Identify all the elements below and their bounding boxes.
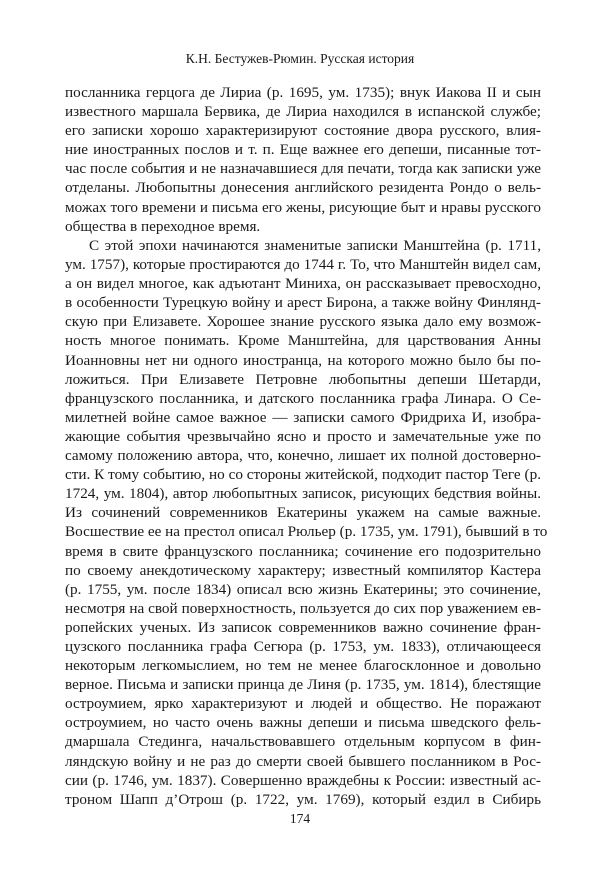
text-line: 1724, ум. 1804), автор любопытных записок, рисующих бедствия войны. [65,485,541,503]
text-line: (р. 1755, ум. после 1834) описал всю жизнь Екатерины; это сочинение, [65,580,541,598]
text-line: известного маршала Бервика, де Лириа находился в испанской службе; [65,103,541,121]
text-line: в особенности Турецкую войну и арест Бирона, а также войну Финлянд- [65,294,541,312]
text-line: несмотря на свой поверхностность, пользуется до сих пор уважением ев- [65,599,541,617]
text-line: скую при Елизавете. Хорошее знание русского языка дало ему возмож- [65,313,541,331]
text-line: ложиться. При Елизавете Петровне любопытны депеши Шетарди, [65,370,541,388]
text-line: его записки хорошо характеризируют состояние двора русского, влия- [65,122,541,140]
text-line: остроумием, но часто очень важны депеши и письма шведского фель- [65,714,541,732]
text-line: остроумием, ярко характеризуют и людей и общество. Не поражают [65,695,541,713]
text-line: можах того времени и письма его жены, рисующие быт и нравы русского [65,198,541,216]
text-line: посланника герцога де Лириа (р. 1695, ум. 1735); внук Иакова II и сын [65,84,541,101]
text-line: ность многое понимать. Кроме Манштейна, для царствования Анны [65,332,541,350]
text-line: ние иностранных послов и т. п. Еще важнее его депеши, писанные тот- [65,141,541,159]
text-line: жающие события чрезвычайно ясно и просто и замечательные уже по [65,427,541,445]
text-line: время в свите французского посланника; сочинение его подозрительно [65,542,541,560]
page-number: 174 [289,811,311,826]
text-line: час после события и не назначавшиеся для печати, тогда как записки уже [65,160,541,178]
text-line: французского посланника, и датского посланника графа Линара. О Се- [65,389,541,407]
text-line: милетней войне самое важное — записки самого Фридриха И, изобра- [65,408,541,426]
text-line: Из сочинений современников Екатерины укажем на самые важные. [65,504,541,522]
paragraph-2 [65,236,548,809]
text-line: дмаршала Стединга, начальствовавшего отдельным корпусом в фин- [65,733,541,751]
text-line: самому положению автора, что, конечно, лишает их полной достоверно- [65,447,541,465]
text-line: Иоанновны нет ни одного иностранца, на которого можно было бы по- [65,351,541,369]
text-line: верное. Письма и записки принца де Линя (р. 1735, ум. 1814), блестящие [65,676,541,694]
text-line: С этой эпохи начинаются знаменитые записки Манштейна (р. 1711, [89,237,541,254]
text-line: по своему анекдотическому характеру; известный компилятор Кастера [65,561,541,579]
text-line: ляндскую войну и не раз до смерти своей бывшего посланником в Рос- [65,752,541,770]
paragraph-1 [65,83,541,236]
text-line: общества в переходное время. [65,217,261,235]
text-line: некоторым легкомыслием, но тем не менее благосклонное и довольно [65,657,541,675]
text-line: ум. 1757), которые простираются до 1744 г. То, что Манштейн видел сам, [65,256,541,274]
text-line: цузского посланника графа Сегюра (р. 1753, ум. 1833), отличающееся [65,637,541,655]
text-line: отделаны. Любопытны донесения английского резидента Рондо о вель- [65,179,541,197]
text-line: а он видел многое, как адъютант Миниха, он рассказывает превосходно, [65,275,541,293]
text-line: сти. К тому событию, но со стороны житейской, подходит пастор Теге (р. [65,466,541,484]
text-line: Восшествие ее на престол описал Рюльер (р. 1735, ум. 1791), бывший в то [65,523,548,541]
text-line: троном Шапп д’Отрош (р. 1722, ум. 1769), который ездил в Сибирь [65,790,541,808]
running-header: К.Н. Бестужев-Рюмин. Русская история [185,51,415,66]
text-line: ропейских ученых. Из записок современников важно сочинение фран- [65,618,541,636]
text-line: сии (р. 1746, ум. 1837). Совершенно враждебны к России: известный ас- [65,771,541,789]
